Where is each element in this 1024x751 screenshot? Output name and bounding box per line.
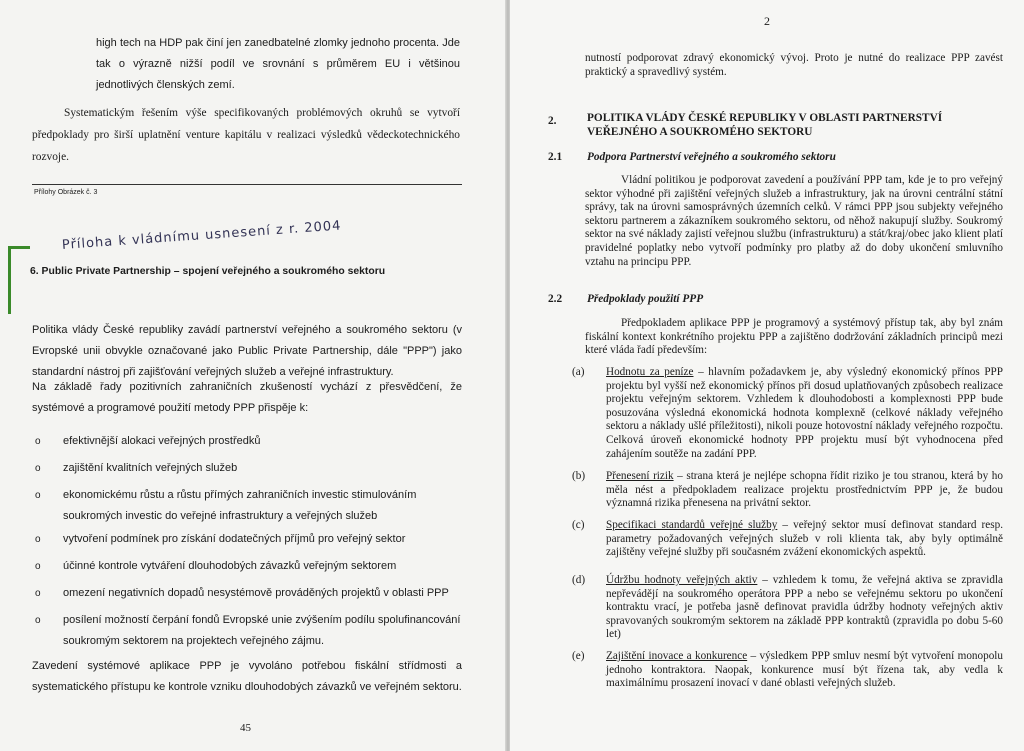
bullet-marker: o [35, 463, 41, 474]
principle-item-b [572, 470, 1003, 511]
page-number: 2 [764, 14, 770, 28]
item-label: (b) [572, 470, 586, 482]
principle-item-a [572, 366, 1004, 461]
right-page [510, 0, 1024, 751]
list-item: o posílení možností čerpání fondů Evropské unie zvýšením podílu spolufinancování soukromým sektorem na projektech veřejného zájmu. [63, 610, 463, 652]
left-page [0, 0, 506, 751]
systematic-paragraph: Systematickým řešením výše specifikovaných problémových okruhů se vytvoří předpoklady pro širší uplatnění venture kapitálu v realizaci výsledků vědeckotechnického rozvoje. [32, 107, 460, 163]
item-label: (e) [572, 650, 585, 662]
page-number: 45 [240, 722, 251, 734]
ppp-paragraph-2: Na základě řady pozitivních zahraničních zkušeností vychází z přesvědčení, že systémové a programové použití metody PPP přispěje k: [32, 381, 462, 414]
item-text: – veřejný sektor musí definovat standard resp. parametry požadovaných veřejných služeb v roli klienta tak, aby byly optimálně zajištěny veřejné služby při současném zvážení ekonomických aspektů. [606, 519, 1003, 559]
list-item: o efektivnější alokaci veřejných prostředků [63, 431, 463, 452]
list-item: o ekonomickému růstu a růstu přímých zahraničních investic stimulováním soukromých investic do veřejné infrastruktury a veřejných služeb [63, 485, 463, 527]
item-text: – strana která je nejlépe schopna řídit riziko je tou stranou, která by ho měla nést a předpokladem realizace projektu prostřednictvím PPP je, že budou významná rizika přenesena na privátní sektor. [606, 470, 1003, 510]
item-text: – vzhledem k tomu, že veřejná aktiva se zpravidla nepřevádějí na soukromého operátora PPP a nebo se veřejnému sektoru po ukončení kontraktu vrací, je potřeba jasně definovat pravidla údržby hodnoty veřejných aktiv spravovaných soukromým sektorem na základě PPP kontraktů (zpravidla po dobu 5-60 let) [606, 574, 1003, 641]
item-label: (d) [572, 574, 586, 586]
principle-item-e [572, 650, 1003, 691]
list-item: o účinné kontrole vytváření dlouhodobých závazků veřejným sektorem [63, 556, 463, 577]
intro-paragraph: high tech na HDP pak činí jen zanedbatelné zlomky jednoho procenta. Jde tak o výrazně nižší podíl ve srovnání s průměrem EU i většinou jednotlivých členských zemí. [96, 37, 460, 91]
section-2-number: 2. [548, 115, 557, 127]
bullet-marker: o [35, 490, 41, 501]
section-heading: 6. Public Private Partnership – spojení veřejného a soukromého sektoru [30, 266, 386, 277]
list-item: o omezení negativních dopadů nesystémově prováděných projektů v oblasti PPP [63, 583, 463, 604]
principle-item-d [572, 574, 1003, 642]
section-2-2-number: 2.2 [548, 293, 563, 305]
bullet-marker: o [35, 436, 41, 447]
section-2-title: POLITIKA VLÁDY ČESKÉ REPUBLIKY V OBLASTI PARTNERSTVÍ VEŘEJNÉHO A SOUKROMÉHO SEKTORU [587, 112, 943, 138]
section-2-1-text: Vládní politikou je podporovat zavedení a používání PPP tam, kde je to pro veřejný sektor výhodné při zajištění veřejných služeb a infrastruktury, jak na úrovni centrální státní správy, tak na úrovni samosprávných územních celků. V rámci PPP jsou subjekty veřejného sektoru partnerem a zákazníkem soukromého sektoru, od něhož nakupují služby. Soukromý sektor na své náklady zajistí veřejnou službu (infrastrukturu) a stát/kraj/obec jako klient platí pravidelné poplatky nebo vytvoří podmínky pro platby až do doby ukončení smluvního vztahu na principu PPP. [585, 174, 1003, 268]
item-term: Hodnotu za peníze [606, 366, 694, 378]
item-label: (a) [572, 366, 585, 378]
principle-item-c [572, 519, 1003, 560]
bullet-marker: o [35, 588, 41, 599]
item-term: Specifikaci standardů veřejné služby [606, 519, 778, 531]
section-2-2-text: Předpokladem aplikace PPP je programový a systémový přístup tak, aby byl znám fiskální kontext konkrétního projektu PPP a zajištěno dodržování základních principů mezi které vláda řadí především: [585, 317, 1003, 357]
attachment-label: Přílohy Obrázek č. 3 [34, 189, 98, 196]
section-2-1-title: Podpora Partnerství veřejného a soukromého sektoru [587, 151, 836, 163]
margin-marker [8, 246, 11, 314]
section-2-1-number: 2.1 [548, 151, 563, 163]
ppp-paragraph-1: Politika vlády České republiky zavádí partnerství veřejného a soukromého sektoru (v Evropské unii obvykle označované jako Public Private Partnership, dále "PPP") jako standardní nástroj při zajišťování veřejných služeb a veřejné infrastruktury. [32, 324, 462, 378]
footnote-divider [32, 184, 462, 185]
item-text: – výsledkem PPP smluv nesmí být vytvoření monopolu jednoho kontraktora. Naopak, konkurence musí být řízena tak, aby vedla k maximálnímu prosazení inovací v dané oblasti veřejných služeb. [606, 650, 1003, 690]
section-2-2-title: Předpoklady použití PPP [587, 293, 704, 305]
bullet-marker: o [35, 561, 41, 572]
list-item: o vytvoření podmínek pro získání dodatečných příjmů pro veřejný sektor [63, 529, 463, 550]
handwritten-note: Příloha k vládnímu usnesení z r. 2004 [61, 218, 342, 253]
item-term: Přenesení rizik [606, 470, 674, 482]
margin-marker-top [8, 246, 30, 249]
bullet-marker: o [35, 615, 41, 626]
item-term: Údržbu hodnoty veřejných aktiv [606, 574, 758, 586]
list-item: o zajištění kvalitních veřejných služeb [63, 458, 463, 479]
bullet-marker: o [35, 534, 41, 545]
item-term: Zajištění inovace a konkurence [606, 650, 748, 662]
intro-paragraph: nutností podporovat zdravý ekonomický vývoj. Proto je nutné do realizace PPP zavést praktický a spravedlivý systém. [585, 52, 1003, 78]
item-text: – hlavním požadavkem je, aby výsledný ekonomický přínos PPP projektu byl vyšší než ekonomický přínos při dosud uplatňovaných způsobech realizace projektu veřejným sektorem. Vzhledem k dlouhodobosti a komplexnosti PPP bude posuzována výsledná ekonomická hodnota komplexně (celkové náklady veřejného sektoru a náklady ušlé příležitosti), nikoli pouze hotovostní náklady veřejného rozpočtu. Celková úroveň ekonomické hodnoty PPP projektu musí být vyhodnocena před zahájením soutěže na zadání PPP. [606, 366, 1004, 460]
closing-paragraph: Zavedení systémové aplikace PPP je vyvoláno potřebou fiskální střídmosti a systematického přístupu ke kontrole vzniku dlouhodobých závazků ve veřejném sektoru. [32, 660, 462, 693]
item-label: (c) [572, 519, 585, 531]
